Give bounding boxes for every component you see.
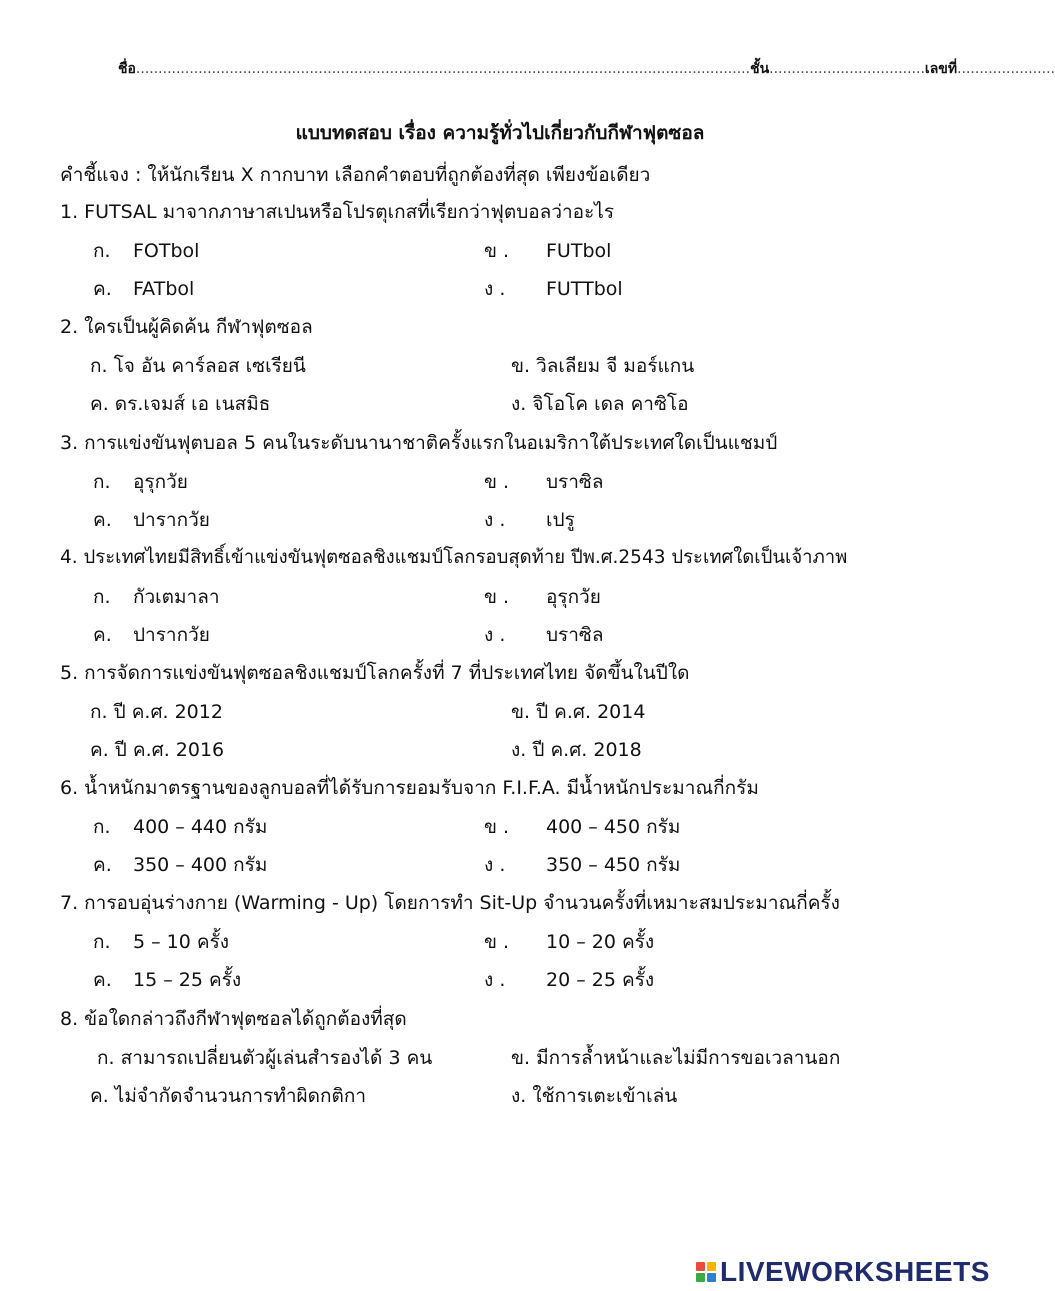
question-text: 1. FUTSAL มาจากภาษาสเปนหรือโปรตุเกสที่เรียกว่าฟุตบอลว่าอะไร — [60, 201, 615, 223]
option-d[interactable]: ง . FUTTbol — [484, 278, 623, 300]
name-label: ชื่อ — [118, 61, 136, 77]
option-a[interactable]: ก. FOTbol — [93, 239, 200, 262]
student-info-line — [118, 58, 1055, 80]
logo-block — [707, 1273, 716, 1282]
question-2 — [60, 313, 980, 429]
question-1 — [60, 198, 980, 314]
question-5 — [60, 659, 980, 775]
name-blank[interactable]: .......................................................................................................................................... — [135, 61, 751, 77]
question-text: 3. การแข่งขันฟุตบอล 5 คนในระดับนานาชาติครั้งแรกในอเมริกาใต้ประเทศใดเป็นแชมป์ — [60, 432, 778, 454]
option-d[interactable]: ง. ปี ค.ศ. 2018 — [511, 739, 642, 761]
option-b[interactable]: ข. ปี ค.ศ. 2014 — [511, 700, 646, 723]
option-a[interactable]: ก. สามารถเปลี่ยนตัวผู้เล่นสำรองได้ 3 คน — [97, 1046, 433, 1069]
question-7 — [60, 889, 980, 1005]
option-c[interactable]: ค. 350 – 400 กรัม — [93, 854, 268, 876]
instructions: คำชี้แจง : ให้นักเรียน X กากบาท เลือกคำตอบที่ถูกต้องที่สุด เพียงข้อเดียว — [60, 164, 651, 186]
question-8 — [60, 1005, 980, 1121]
option-a[interactable]: ก. 5 – 10 ครั้ง — [93, 930, 230, 953]
option-d[interactable]: ง. จิโอโค เดล คาซิโอ — [511, 393, 689, 415]
option-a[interactable]: ก. ปี ค.ศ. 2012 — [90, 700, 223, 723]
number-label: เลขที่ — [924, 61, 958, 77]
option-c[interactable]: ค. FATbol — [93, 278, 195, 300]
option-d[interactable]: ง . เปรู — [484, 509, 575, 531]
option-c[interactable]: ค. ไม่จำกัดจำนวนการทำผิดกติกา — [90, 1085, 367, 1107]
question-text: 4. ประเทศไทยมีสิทธิ์เข้าแข่งขันฟุตซอลชิงแชมป์โลกรอบสุดท้าย ปีพ.ศ.2543 ประเทศใดเป็นเจ้าภาพ — [60, 547, 848, 568]
option-a[interactable]: ก. 400 – 440 กรัม — [93, 815, 268, 838]
page-title: แบบทดสอบ เรื่อง ความรู้ทั่วไปเกี่ยวกับกีฬาฟุตซอล — [295, 122, 705, 144]
option-c[interactable]: ค. 15 – 25 ครั้ง — [93, 969, 242, 991]
question-text: 5. การจัดการแข่งขันฟุตซอลชิงแชมป์โลกครั้งที่ 7 ที่ประเทศไทย จัดขึ้นในปีใด — [60, 662, 690, 684]
option-b[interactable]: ข . 10 – 20 ครั้ง — [484, 930, 655, 953]
option-d[interactable]: ง . 20 – 25 ครั้ง — [484, 969, 655, 991]
liveworksheets-logo — [696, 1257, 990, 1287]
option-b[interactable]: ข. วิลเลียม จี มอร์แกน — [511, 354, 695, 377]
logo-blocks-icon — [696, 1262, 716, 1282]
logo-block — [696, 1262, 705, 1271]
option-c[interactable]: ค. ปี ค.ศ. 2016 — [90, 739, 225, 761]
option-c[interactable]: ค. ปารากวัย — [93, 509, 210, 531]
option-a[interactable]: ก. อุรุกวัย — [93, 470, 188, 493]
option-d[interactable]: ง . 350 – 450 กรัม — [484, 854, 681, 876]
logo-text: LIVEWORKSHEETS — [720, 1256, 990, 1287]
question-text: 2. ใครเป็นผู้คิดค้น กีฬาฟุตซอล — [60, 316, 313, 338]
grade-label: ชั้น — [750, 61, 770, 77]
question-6 — [60, 774, 980, 890]
question-text: 7. การอบอุ่นร่างกาย (Warming - Up) โดยการทำ Sit-Up จำนวนครั้งที่เหมาะสมประมาณกี่ครั้ง — [60, 892, 840, 914]
grade-blank[interactable]: ................................... — [769, 61, 925, 77]
logo-block — [696, 1273, 705, 1282]
option-a[interactable]: ก. กัวเตมาลา — [93, 585, 220, 608]
option-d[interactable]: ง . บราซิล — [484, 624, 604, 646]
option-c[interactable]: ค. ปารากวัย — [93, 624, 210, 646]
option-b[interactable]: ข . อุรุกวัย — [484, 585, 601, 608]
option-b[interactable]: ข . บราซิล — [484, 470, 604, 493]
option-d[interactable]: ง. ใช้การเตะเข้าเล่น — [511, 1085, 678, 1107]
question-4 — [60, 544, 980, 660]
question-text: 8. ข้อใดกล่าวถึงกีฬาฟุตซอลได้ถูกต้องที่สุด — [60, 1008, 407, 1030]
option-b[interactable]: ข . 400 – 450 กรัม — [484, 815, 681, 838]
option-b[interactable]: ข. มีการล้ำหน้าและไม่มีการขอเวลานอก — [511, 1046, 841, 1069]
option-c[interactable]: ค. ดร.เจมส์ เอ เนสมิธ — [90, 393, 271, 415]
option-b[interactable]: ข . FUTbol — [484, 239, 612, 262]
question-3 — [60, 429, 980, 545]
option-a[interactable]: ก. โจ อัน คาร์ลอส เซเรียนี — [90, 354, 306, 377]
question-text: 6. น้ำหนักมาตรฐานของลูกบอลที่ได้รับการยอมรับจาก F.I.F.A. มีน้ำหนักประมาณกี่กรัม — [60, 777, 759, 799]
number-blank[interactable]: ...................... — [957, 61, 1055, 77]
logo-block — [707, 1262, 716, 1271]
